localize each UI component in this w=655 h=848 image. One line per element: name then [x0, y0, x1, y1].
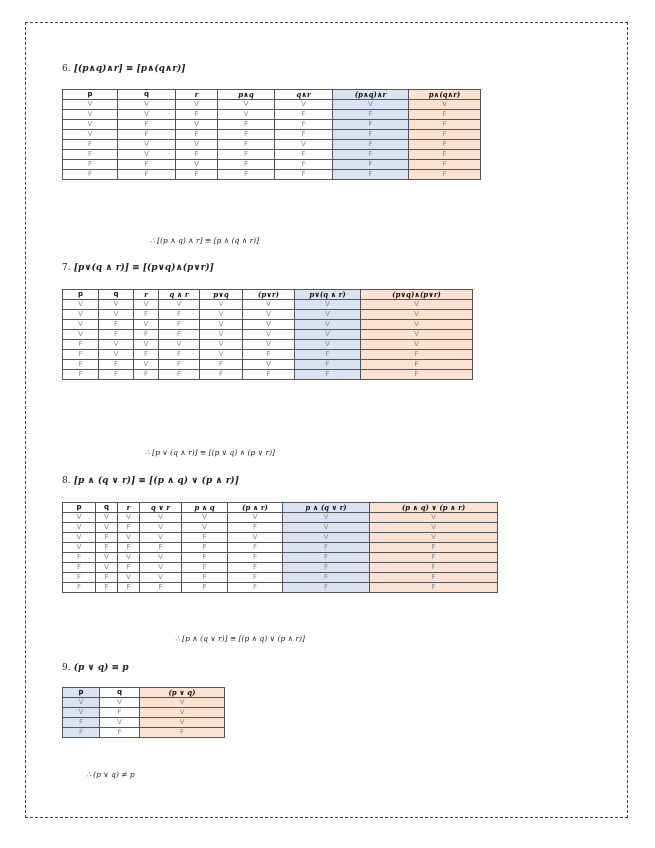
- truth-value-cell: F: [228, 553, 283, 563]
- table-row: [63, 563, 498, 573]
- truth-value-cell: F: [99, 320, 134, 330]
- truth-value-cell: F: [283, 573, 370, 583]
- truth-value-cell: F: [275, 160, 333, 170]
- truth-value-cell: F: [228, 583, 283, 593]
- table-row: [63, 553, 498, 563]
- truth-value-cell: F: [409, 160, 481, 170]
- truth-value-cell: F: [63, 140, 118, 150]
- truth-value-cell: V: [96, 513, 118, 523]
- col-header: p ∧ (q ∨ r): [283, 503, 370, 513]
- truth-value-cell: F: [159, 310, 200, 320]
- truth-value-cell: F: [243, 370, 295, 380]
- truth-value-cell: F: [176, 150, 218, 160]
- truth-value-cell: V: [96, 553, 118, 563]
- table-row: [63, 728, 225, 738]
- truth-value-cell: V: [134, 360, 159, 370]
- truth-value-cell: F: [409, 170, 481, 180]
- truth-value-cell: F: [118, 170, 176, 180]
- truth-value-cell: V: [159, 340, 200, 350]
- truth-value-cell: F: [63, 160, 118, 170]
- truth-value-cell: F: [134, 350, 159, 360]
- truth-value-cell: V: [361, 320, 473, 330]
- truth-value-cell: V: [200, 320, 243, 330]
- truth-value-cell: V: [333, 100, 409, 110]
- truth-value-cell: V: [63, 320, 99, 330]
- truth-value-cell: F: [100, 708, 140, 718]
- col-header: q: [99, 290, 134, 300]
- table-row: [63, 350, 473, 360]
- col-header: p: [63, 290, 99, 300]
- truth-value-cell: V: [361, 340, 473, 350]
- truth-value-cell: F: [361, 350, 473, 360]
- truth-value-cell: V: [63, 330, 99, 340]
- truth-value-cell: V: [63, 310, 99, 320]
- truth-value-cell: V: [100, 718, 140, 728]
- truth-value-cell: V: [140, 533, 182, 543]
- truth-value-cell: F: [118, 543, 140, 553]
- truth-value-cell: V: [99, 340, 134, 350]
- truth-value-cell: V: [176, 160, 218, 170]
- truth-value-cell: V: [63, 523, 96, 533]
- truth-value-cell: F: [140, 583, 182, 593]
- truth-value-cell: F: [333, 170, 409, 180]
- truth-value-cell: V: [200, 340, 243, 350]
- truth-value-cell: V: [283, 523, 370, 533]
- col-header: p∨q: [200, 290, 243, 300]
- truth-value-cell: F: [295, 350, 361, 360]
- col-header: p∨(q ∧ r): [295, 290, 361, 300]
- truth-value-cell: F: [134, 310, 159, 320]
- conclusion-8: ∴ [p ∧ (q ∨ r)] ≡ [(p ∧ q) ∨ (p ∧ r)]: [175, 634, 305, 643]
- truth-value-cell: V: [243, 340, 295, 350]
- table-row: [63, 543, 498, 553]
- truth-value-cell: V: [118, 140, 176, 150]
- truth-value-cell: F: [176, 170, 218, 180]
- truth-value-cell: F: [409, 120, 481, 130]
- truth-value-cell: V: [134, 320, 159, 330]
- truth-value-cell: F: [63, 340, 99, 350]
- table-body: [63, 300, 473, 380]
- truth-value-cell: V: [176, 140, 218, 150]
- truth-value-cell: F: [333, 160, 409, 170]
- table-row: [63, 513, 498, 523]
- truth-value-cell: F: [134, 330, 159, 340]
- truth-value-cell: F: [243, 350, 295, 360]
- truth-value-cell: F: [63, 583, 96, 593]
- truth-value-cell: F: [140, 543, 182, 553]
- truth-value-cell: V: [140, 563, 182, 573]
- table-row: [63, 110, 481, 120]
- col-header: p: [63, 503, 96, 513]
- table-row: [63, 718, 225, 728]
- truth-value-cell: F: [275, 170, 333, 180]
- truth-value-cell: F: [218, 160, 275, 170]
- col-header: (p∨r): [243, 290, 295, 300]
- truth-value-cell: V: [63, 533, 96, 543]
- truth-value-cell: V: [218, 110, 275, 120]
- truth-value-cell: V: [361, 330, 473, 340]
- truth-value-cell: F: [99, 360, 134, 370]
- truth-value-cell: F: [63, 370, 99, 380]
- truth-value-cell: F: [295, 360, 361, 370]
- truth-value-cell: F: [409, 140, 481, 150]
- truth-value-cell: F: [283, 553, 370, 563]
- truth-value-cell: V: [140, 523, 182, 533]
- truth-value-cell: V: [140, 698, 225, 708]
- truth-value-cell: V: [96, 563, 118, 573]
- truth-value-cell: V: [176, 100, 218, 110]
- truth-value-cell: V: [295, 340, 361, 350]
- truth-value-cell: V: [295, 310, 361, 320]
- truth-value-cell: V: [361, 310, 473, 320]
- table-row: [63, 360, 473, 370]
- table-row: [63, 340, 473, 350]
- truth-value-cell: F: [159, 320, 200, 330]
- col-header: (p ∧ q) ∨ (p ∧ r): [370, 503, 498, 513]
- truth-value-cell: F: [275, 110, 333, 120]
- truth-value-cell: V: [200, 330, 243, 340]
- truth-value-cell: V: [118, 553, 140, 563]
- truth-value-cell: F: [159, 360, 200, 370]
- truth-value-cell: F: [182, 573, 228, 583]
- table-row: [63, 583, 498, 593]
- truth-value-cell: V: [63, 130, 118, 140]
- truth-value-cell: F: [333, 110, 409, 120]
- col-header: r: [176, 90, 218, 100]
- truth-value-cell: V: [99, 350, 134, 360]
- table-row: [63, 140, 481, 150]
- truth-value-cell: F: [96, 583, 118, 593]
- table-row: [63, 330, 473, 340]
- truth-table-9: [62, 687, 225, 738]
- truth-table-7: [62, 289, 473, 380]
- table-row: [63, 300, 473, 310]
- truth-value-cell: V: [63, 100, 118, 110]
- truth-value-cell: F: [159, 330, 200, 340]
- truth-value-cell: V: [295, 330, 361, 340]
- problem-8-title: 8. [p ∧ (q ∨ r)] ≡ [(p ∧ q) ∨ (p ∧ r)]: [62, 476, 239, 486]
- truth-value-cell: F: [99, 370, 134, 380]
- truth-value-cell: V: [295, 320, 361, 330]
- col-header: p∧(q∧r): [409, 90, 481, 100]
- table-row: [63, 160, 481, 170]
- truth-value-cell: F: [182, 533, 228, 543]
- truth-value-cell: V: [63, 543, 96, 553]
- col-header: q: [96, 503, 118, 513]
- table-row: [63, 573, 498, 583]
- truth-value-cell: V: [182, 523, 228, 533]
- truth-value-cell: V: [275, 100, 333, 110]
- truth-value-cell: F: [370, 543, 498, 553]
- table-row: [63, 523, 498, 533]
- truth-value-cell: F: [134, 370, 159, 380]
- problem-9-title: 9. (p ∨ q) ≡ p: [62, 663, 129, 673]
- truth-value-cell: F: [118, 130, 176, 140]
- truth-value-cell: V: [140, 708, 225, 718]
- truth-value-cell: F: [63, 718, 100, 728]
- conclusion-9: ∴ (p ∨ q) ≠ p: [86, 770, 135, 779]
- truth-value-cell: V: [361, 300, 473, 310]
- col-header: p: [63, 90, 118, 100]
- truth-value-cell: V: [118, 533, 140, 543]
- truth-value-cell: V: [409, 100, 481, 110]
- truth-value-cell: F: [228, 573, 283, 583]
- conclusion-7: ∴ [p ∨ (q ∧ r)] ≡ [(p ∨ q) ∧ (p ∨ r)]: [145, 448, 275, 457]
- truth-value-cell: F: [140, 728, 225, 738]
- truth-value-cell: F: [361, 360, 473, 370]
- truth-value-cell: F: [228, 543, 283, 553]
- truth-value-cell: V: [218, 100, 275, 110]
- truth-value-cell: F: [333, 120, 409, 130]
- truth-value-cell: F: [63, 150, 118, 160]
- truth-value-cell: V: [134, 340, 159, 350]
- truth-value-cell: V: [370, 513, 498, 523]
- truth-value-cell: F: [182, 543, 228, 553]
- col-header: (p∧q)∧r: [333, 90, 409, 100]
- truth-table-6: [62, 89, 481, 180]
- col-header: q∧r: [275, 90, 333, 100]
- truth-value-cell: F: [118, 563, 140, 573]
- truth-value-cell: F: [283, 543, 370, 553]
- truth-value-cell: V: [243, 320, 295, 330]
- truth-value-cell: V: [63, 698, 100, 708]
- table-row: [63, 130, 481, 140]
- truth-value-cell: F: [218, 140, 275, 150]
- truth-value-cell: V: [228, 513, 283, 523]
- table-row: [63, 708, 225, 718]
- truth-value-cell: F: [333, 130, 409, 140]
- truth-value-cell: F: [370, 563, 498, 573]
- truth-value-cell: V: [370, 533, 498, 543]
- truth-value-cell: V: [228, 533, 283, 543]
- truth-value-cell: F: [283, 563, 370, 573]
- col-header: p ∧ q: [182, 503, 228, 513]
- truth-value-cell: F: [333, 150, 409, 160]
- truth-value-cell: V: [99, 310, 134, 320]
- table-row: [63, 120, 481, 130]
- truth-value-cell: F: [409, 150, 481, 160]
- truth-value-cell: F: [361, 370, 473, 380]
- truth-value-cell: V: [140, 553, 182, 563]
- col-header: r: [134, 290, 159, 300]
- truth-value-cell: F: [159, 370, 200, 380]
- truth-value-cell: F: [96, 543, 118, 553]
- truth-value-cell: F: [295, 370, 361, 380]
- col-header: q: [118, 90, 176, 100]
- col-header: q ∧ r: [159, 290, 200, 300]
- truth-value-cell: V: [118, 150, 176, 160]
- table-body: [63, 698, 225, 738]
- truth-value-cell: F: [200, 360, 243, 370]
- truth-value-cell: F: [99, 330, 134, 340]
- col-header: p: [63, 688, 100, 698]
- truth-value-cell: F: [63, 563, 96, 573]
- conclusion-6: ∴ [(p ∧ q) ∧ r] ≡ [p ∧ (q ∧ r)]: [150, 236, 260, 245]
- truth-value-cell: V: [182, 513, 228, 523]
- truth-table-8: [62, 502, 498, 593]
- truth-value-cell: V: [243, 300, 295, 310]
- truth-value-cell: F: [182, 563, 228, 573]
- problem-7-title: 7. [p∨(q ∧ r)] ≡ [(p∨q)∧(p∨r)]: [62, 263, 214, 273]
- truth-value-cell: F: [409, 130, 481, 140]
- truth-value-cell: V: [295, 300, 361, 310]
- table-row: [63, 150, 481, 160]
- truth-value-cell: V: [99, 300, 134, 310]
- truth-value-cell: V: [140, 718, 225, 728]
- truth-value-cell: F: [63, 170, 118, 180]
- truth-value-cell: V: [63, 513, 96, 523]
- truth-value-cell: V: [283, 533, 370, 543]
- truth-value-cell: F: [63, 350, 99, 360]
- truth-value-cell: F: [118, 583, 140, 593]
- truth-value-cell: F: [159, 350, 200, 360]
- truth-value-cell: V: [134, 300, 159, 310]
- problem-6-title: 6. [(p∧q)∧r] ≡ [p∧(q∧r)]: [62, 64, 186, 74]
- table-row: [63, 100, 481, 110]
- truth-value-cell: V: [176, 120, 218, 130]
- truth-value-cell: F: [118, 160, 176, 170]
- truth-value-cell: F: [370, 553, 498, 563]
- truth-value-cell: F: [228, 563, 283, 573]
- truth-value-cell: F: [218, 150, 275, 160]
- truth-value-cell: F: [63, 360, 99, 370]
- col-header: (p ∨ q): [140, 688, 225, 698]
- truth-value-cell: V: [275, 140, 333, 150]
- truth-value-cell: F: [96, 573, 118, 583]
- truth-value-cell: V: [159, 300, 200, 310]
- truth-value-cell: F: [63, 728, 100, 738]
- truth-value-cell: F: [118, 523, 140, 533]
- table-row: [63, 370, 473, 380]
- truth-value-cell: F: [283, 583, 370, 593]
- truth-value-cell: F: [63, 573, 96, 583]
- truth-value-cell: V: [200, 310, 243, 320]
- truth-value-cell: V: [370, 523, 498, 533]
- truth-value-cell: V: [100, 698, 140, 708]
- truth-value-cell: F: [218, 120, 275, 130]
- table-row: [63, 320, 473, 330]
- truth-value-cell: F: [275, 130, 333, 140]
- truth-value-cell: F: [182, 583, 228, 593]
- truth-value-cell: F: [182, 553, 228, 563]
- truth-value-cell: F: [200, 370, 243, 380]
- truth-value-cell: F: [118, 120, 176, 130]
- truth-value-cell: F: [370, 573, 498, 583]
- col-header: q ∨ r: [140, 503, 182, 513]
- truth-value-cell: F: [228, 523, 283, 533]
- truth-value-cell: V: [140, 513, 182, 523]
- col-header: p∧q: [218, 90, 275, 100]
- truth-value-cell: V: [243, 360, 295, 370]
- truth-value-cell: V: [118, 110, 176, 120]
- col-header: r: [118, 503, 140, 513]
- table-row: [63, 698, 225, 708]
- table-row: [63, 533, 498, 543]
- table-body: [63, 513, 498, 593]
- truth-value-cell: V: [140, 573, 182, 583]
- truth-value-cell: V: [63, 708, 100, 718]
- truth-value-cell: F: [409, 110, 481, 120]
- truth-value-cell: V: [200, 300, 243, 310]
- truth-value-cell: F: [96, 533, 118, 543]
- table-body: [63, 100, 481, 180]
- col-header: (p∨q)∧(p∨r): [361, 290, 473, 300]
- truth-value-cell: V: [63, 120, 118, 130]
- truth-value-cell: F: [275, 120, 333, 130]
- table-row: [63, 170, 481, 180]
- truth-value-cell: F: [176, 130, 218, 140]
- table-row: [63, 310, 473, 320]
- truth-value-cell: F: [176, 110, 218, 120]
- truth-value-cell: F: [370, 583, 498, 593]
- truth-value-cell: V: [118, 573, 140, 583]
- truth-value-cell: V: [118, 100, 176, 110]
- truth-value-cell: F: [218, 170, 275, 180]
- truth-value-cell: F: [218, 130, 275, 140]
- truth-value-cell: V: [283, 513, 370, 523]
- truth-value-cell: F: [100, 728, 140, 738]
- truth-value-cell: V: [243, 330, 295, 340]
- col-header: (p ∧ r): [228, 503, 283, 513]
- truth-value-cell: V: [243, 310, 295, 320]
- truth-value-cell: V: [63, 110, 118, 120]
- truth-value-cell: V: [200, 350, 243, 360]
- col-header: q: [100, 688, 140, 698]
- truth-value-cell: F: [63, 553, 96, 563]
- truth-value-cell: V: [63, 300, 99, 310]
- truth-value-cell: F: [275, 150, 333, 160]
- truth-value-cell: V: [96, 523, 118, 533]
- truth-value-cell: V: [118, 513, 140, 523]
- truth-value-cell: F: [333, 140, 409, 150]
